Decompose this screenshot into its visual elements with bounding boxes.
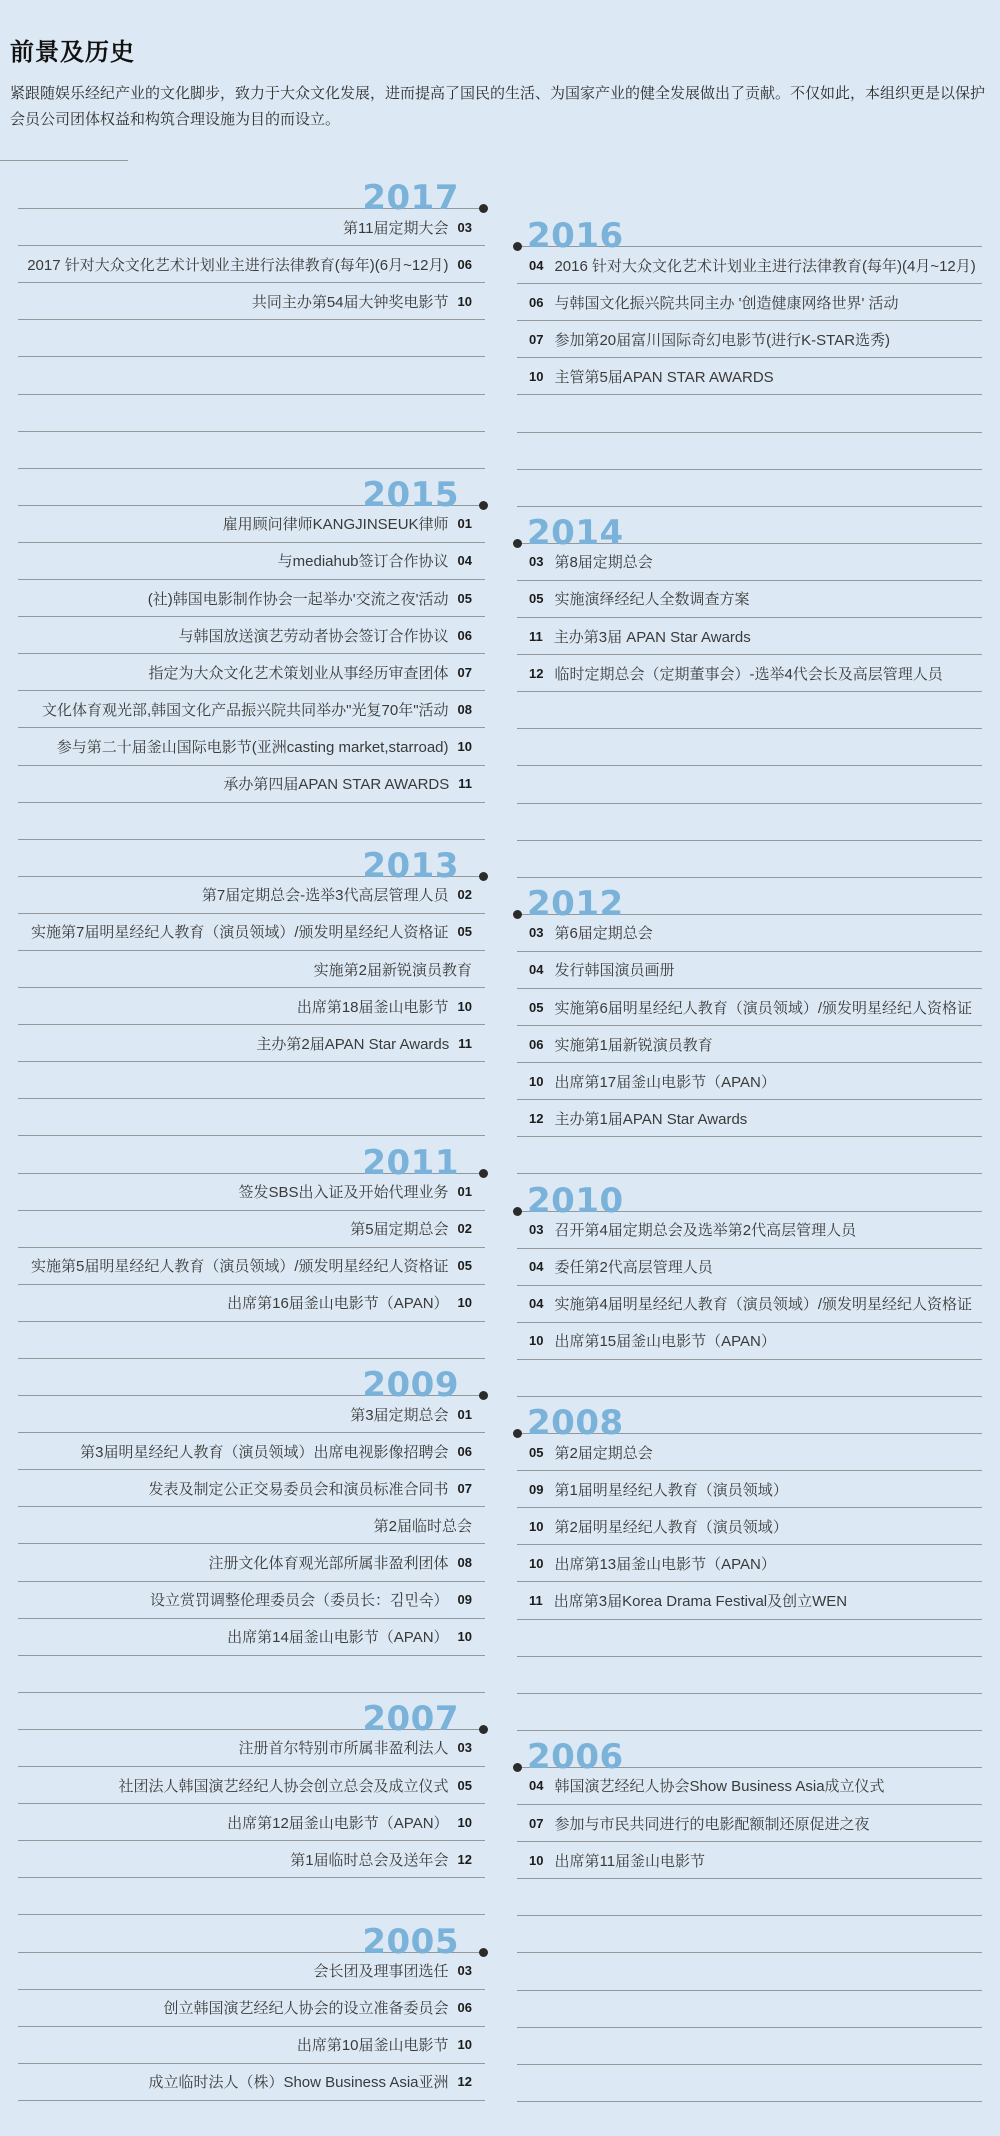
item-month: 12 (529, 665, 544, 681)
item-text: 主管第5届APAN STAR AWARDS (554, 368, 774, 386)
item-text: 委任第2代高层管理人员 (554, 1259, 713, 1277)
item-month: 04 (529, 1296, 544, 1312)
item-month: 11 (529, 628, 543, 644)
timeline-item (517, 358, 982, 395)
item-text: 与韩国放送演艺劳动者协会签订合作协议 (178, 627, 449, 645)
year-label: 2017 (362, 178, 459, 219)
year-heading (18, 172, 485, 219)
item-text: 出席第11届釜山电影节 (554, 1852, 706, 1870)
timeline-item (18, 1730, 485, 1767)
timeline-item (517, 1026, 982, 1063)
timeline-item (18, 1025, 485, 1062)
timeline-item (517, 544, 982, 581)
item-text: 主办第3届 APAN Star Awards (553, 628, 751, 646)
item-month: 08 (457, 701, 472, 717)
timeline-item (517, 618, 982, 655)
timeline-empty-row (517, 1657, 982, 1694)
item-month: 02 (457, 887, 472, 903)
timeline-empty-row (517, 1360, 982, 1397)
item-month: 04 (529, 1259, 544, 1275)
item-text: 发表及制定公正交易委员会和演员标准合同书 (148, 1480, 449, 1498)
timeline-item (18, 1953, 485, 1990)
item-text: 社团法人韩国演艺经纪人协会创立总会及成立仪式 (118, 1777, 449, 1795)
timeline-item (18, 1470, 485, 1507)
item-month: 07 (529, 1815, 544, 1831)
timeline-empty-row (517, 1137, 982, 1174)
item-text: 出席第15届釜山电影节（APAN） (554, 1333, 776, 1351)
item-text: 注册文化体育观光部所属非盈利团体 (208, 1555, 449, 1573)
item-month: 04 (529, 962, 544, 978)
item-month: 01 (457, 1184, 472, 1200)
year-label: 2016 (527, 216, 624, 257)
timeline-item (517, 1212, 982, 1249)
item-month: 10 (457, 2037, 472, 2053)
item-month: 03 (529, 925, 544, 941)
timeline-item (517, 915, 982, 952)
item-text: 第2届明星经纪人教育（演员领域） (554, 1518, 788, 1536)
item-month: 04 (457, 553, 472, 569)
page-header (10, 32, 996, 133)
item-month: 05 (457, 1258, 472, 1274)
item-text: 注册首尔特别市所属非盈利法人 (238, 1740, 449, 1758)
timeline-item (18, 2064, 485, 2101)
item-month: 09 (529, 1481, 544, 1497)
timeline-item (517, 1582, 982, 1619)
item-text: 发行韩国演员画册 (554, 962, 675, 980)
item-text: (社)韩国电影制作协会一起举办'交流之夜'活动 (147, 590, 449, 608)
item-month: 03 (457, 219, 472, 235)
year-heading (517, 507, 982, 553)
timeline-item (517, 1434, 982, 1471)
item-text: 指定为大众文化艺术策划业从事经历审查团体 (148, 664, 449, 682)
timeline-item (18, 1544, 485, 1581)
timeline-empty-row (18, 357, 485, 394)
timeline-item (18, 914, 485, 951)
timeline-empty-row (517, 692, 982, 729)
timeline-item (517, 321, 982, 358)
item-month: 10 (457, 293, 472, 309)
item-month: 06 (529, 294, 544, 310)
item-text: 出席第13届釜山电影节（APAN） (554, 1555, 776, 1573)
timeline-item (517, 1471, 982, 1508)
timeline-item (517, 989, 982, 1026)
item-text: 出席第12届釜山电影节（APAN） (227, 1814, 449, 1832)
item-text: 第11届定期大会 (342, 219, 449, 237)
timeline-empty-row (18, 395, 485, 432)
timeline-item (517, 952, 982, 989)
year-label: 2007 (362, 1698, 459, 1739)
timeline-item (517, 1805, 982, 1842)
year-label: 2015 (362, 474, 459, 515)
timeline-empty-row (517, 1620, 982, 1657)
timeline-empty-row (18, 1878, 485, 1915)
timeline-item (517, 1249, 982, 1286)
timeline-empty-row (517, 2065, 982, 2102)
item-month: 05 (457, 1777, 472, 1793)
item-text: 第2届临时总会 (373, 1517, 472, 1535)
item-month: 10 (529, 1518, 544, 1534)
item-month: 10 (529, 1555, 544, 1571)
timeline-empty-row (18, 1656, 485, 1693)
timeline-empty-row (517, 433, 982, 470)
item-text: 参与第二十届釜山国际电影节(亚洲casting market,starroad) (56, 738, 449, 756)
item-text: 承办第四届APAN STAR AWARDS (223, 776, 450, 794)
timeline-item (517, 1286, 982, 1323)
item-text: 实施第6届明星经纪人教育（演员领域）/颁发明星经纪人资格证 (554, 999, 972, 1017)
timeline-item (18, 580, 485, 617)
timeline-item (18, 877, 485, 914)
year-label: 2014 (527, 512, 624, 553)
item-month: 06 (529, 1036, 544, 1052)
timeline-empty-row (517, 1991, 982, 2028)
timeline-empty-row (18, 320, 485, 357)
item-text: 设立赏罚调整伦理委员会（委员长：김민숙） (150, 1592, 449, 1610)
item-text: 实施第5届明星经纪人教育（演员领域）/颁发明星经纪人资格证 (31, 1258, 449, 1276)
timeline-empty-row (517, 395, 982, 432)
timeline-item (517, 655, 982, 692)
timeline-empty-row (517, 1916, 982, 1953)
item-month: 08 (457, 1555, 472, 1571)
year-label: 2012 (527, 883, 624, 924)
year-heading (18, 840, 485, 886)
timeline-item (18, 617, 485, 654)
page-title: 前景及历史 (10, 39, 135, 66)
year-label: 2010 (527, 1180, 624, 1221)
item-text: 第8届定期总会 (554, 554, 653, 572)
item-month: 01 (457, 1406, 472, 1422)
timeline-left-column (18, 172, 485, 2101)
item-text: 共同主办第54届大钟奖电影节 (251, 293, 449, 311)
timeline-empty-row (18, 1322, 485, 1359)
year-label: 2013 (362, 845, 459, 886)
timeline-empty-row (18, 1099, 485, 1136)
timeline-item (18, 506, 485, 543)
item-text: 出席第17届釜山电影节（APAN） (554, 1073, 776, 1091)
item-month: 11 (529, 1593, 543, 1609)
year-heading (517, 1731, 982, 1777)
timeline-item (517, 581, 982, 618)
item-month: 03 (529, 554, 544, 570)
timeline-item (18, 766, 485, 803)
year-heading (18, 1693, 485, 1739)
timeline-item (18, 283, 485, 320)
item-month: 10 (457, 1629, 472, 1645)
item-month: 09 (457, 1592, 472, 1608)
item-month: 05 (457, 590, 472, 606)
item-month: 05 (457, 924, 472, 940)
timeline-item (517, 1768, 982, 1805)
timeline-item (18, 1211, 485, 1248)
timeline-item (18, 1619, 485, 1656)
item-month: 10 (529, 368, 544, 384)
timeline-item (18, 2027, 485, 2064)
timeline-right-column (517, 210, 982, 2102)
item-text: 文化体育观光部,韩国文化产品振兴院共同举办"光复70年"活动 (42, 701, 449, 719)
timeline-item (18, 988, 485, 1025)
item-text: 出席第18届釜山电影节 (296, 998, 449, 1016)
item-text: 实施第7届明星经纪人教育（演员领域）/颁发明星经纪人资格证 (31, 924, 449, 942)
timeline-empty-row (517, 1953, 982, 1990)
item-text: 临时定期总会（定期董事会）-选举4代会长及高层管理人员 (554, 665, 943, 683)
timeline-item (18, 728, 485, 765)
item-month: 10 (457, 998, 472, 1014)
timeline-item (18, 246, 485, 283)
item-text: 与韩国文化振兴院共同主办 '创造健康网络世界' 活动 (554, 294, 899, 312)
timeline-item (18, 691, 485, 728)
item-month: 05 (529, 999, 544, 1015)
timeline-item (18, 1433, 485, 1470)
timeline-item (18, 1582, 485, 1619)
item-text: 韩国演艺经纪人协会Show Business Asia成立仪式 (554, 1778, 885, 1796)
item-month: 10 (457, 1814, 472, 1830)
item-text: 第7届定期总会-选举3代高层管理人员 (201, 887, 449, 905)
timeline-empty-row (517, 1694, 982, 1731)
timeline-item (517, 1842, 982, 1879)
timeline-empty-row (517, 766, 982, 803)
timeline-item (517, 1508, 982, 1545)
timeline-empty-row (517, 729, 982, 766)
item-month: 07 (457, 1480, 472, 1496)
item-month: 07 (529, 331, 544, 347)
timeline-empty-row (517, 841, 982, 878)
timeline-empty-row (517, 804, 982, 841)
item-text: 召开第4届定期总会及选举第2代高层管理人员 (554, 1222, 857, 1240)
item-month: 02 (457, 1221, 472, 1237)
intro-paragraph: 紧跟随娱乐经纪产业的文化脚步，致力于大众文化发展，进而提高了国民的生活、为国家产业的健全发展做出了贡献。不仅如此，本组织更是以保护会员公司团体权益和构筑合理设施为目的而设立。 (10, 85, 986, 128)
item-text: 参加与市民共同进行的电影配额制还原促进之夜 (554, 1815, 870, 1833)
item-text: 2017 针对大众文化艺术计划业主进行法律教育(每年)(6月~12月) (27, 256, 449, 274)
timeline-item (18, 1248, 485, 1285)
timeline-empty-row (18, 1062, 485, 1099)
timeline-item (18, 1396, 485, 1433)
item-month: 11 (458, 1035, 472, 1051)
item-month: 10 (529, 1852, 544, 1868)
item-text: 第1届明星经纪人教育（演员领域） (554, 1481, 788, 1499)
year-label: 2008 (527, 1403, 624, 1444)
year-heading (517, 878, 982, 924)
item-month: 06 (457, 627, 472, 643)
item-month: 03 (457, 1963, 472, 1979)
year-heading (18, 1136, 485, 1183)
timeline-item (517, 247, 982, 284)
item-text: 实施第2届新锐演员教育 (313, 961, 472, 979)
item-month: 06 (457, 1443, 472, 1459)
item-month: 07 (457, 664, 472, 680)
item-text: 第1届临时总会及送年会 (290, 1851, 449, 1869)
timeline-item (18, 209, 485, 246)
year-label: 2009 (362, 1365, 459, 1406)
year-heading (18, 1915, 485, 1962)
timeline-empty-row (18, 803, 485, 840)
timeline-item (517, 1063, 982, 1100)
item-text: 第2届定期总会 (554, 1444, 653, 1462)
timeline-item (517, 1323, 982, 1360)
item-text: 与mediahub签订合作协议 (277, 553, 449, 571)
item-text: 成立临时法人（株）Show Business Asia亚洲 (148, 2074, 449, 2092)
year-heading (517, 210, 982, 257)
item-month: 04 (529, 1778, 544, 1794)
timeline-item (18, 543, 485, 580)
item-month: 03 (457, 1740, 472, 1756)
year-heading (18, 1359, 485, 1406)
timeline-item (517, 1545, 982, 1582)
timeline-item (517, 1100, 982, 1137)
item-month: 01 (457, 516, 472, 532)
year-heading (517, 1397, 982, 1444)
item-month: 12 (457, 1851, 472, 1867)
item-text: 第3届明星经纪人教育（演员领域）出席电视影像招聘会 (80, 1443, 449, 1461)
item-text: 实施第1届新锐演员教育 (554, 1036, 713, 1054)
item-month: 03 (529, 1222, 544, 1238)
item-text: 会长团及理事团选任 (313, 1963, 449, 1981)
item-text: 主办第1届APAN Star Awards (554, 1110, 748, 1128)
item-month: 05 (529, 1444, 544, 1460)
item-text: 出席第3届Korea Drama Festival及创立WEN (553, 1593, 848, 1611)
item-month: 05 (529, 591, 544, 607)
item-text: 参加第20届富川国际奇幻电影节(进行K-STAR选秀) (554, 331, 891, 349)
item-text: 出席第14届釜山电影节（APAN） (227, 1629, 449, 1647)
item-month: 12 (529, 1110, 544, 1126)
item-text: 2016 针对大众文化艺术计划业主进行法律教育(每年)(4月~12月) (554, 257, 976, 275)
timeline-empty-row (517, 470, 982, 507)
item-text: 第3届定期总会 (350, 1406, 449, 1424)
item-month: 10 (457, 1295, 472, 1311)
timeline-empty-row (18, 432, 485, 469)
timeline-empty-row (517, 2028, 982, 2065)
item-text: 主办第2届APAN Star Awards (256, 1035, 450, 1053)
item-month: 11 (458, 776, 472, 792)
item-text: 雇用顾问律师KANGJINSEUK律师 (222, 516, 449, 534)
timeline-item (18, 1285, 485, 1322)
item-text: 第5届定期总会 (350, 1221, 449, 1239)
item-month: 06 (457, 2000, 472, 2016)
year-heading (517, 1174, 982, 1221)
timeline-item (18, 1174, 485, 1211)
item-month: 10 (529, 1073, 544, 1089)
timeline-item (18, 1841, 485, 1878)
year-label: 2011 (362, 1142, 459, 1183)
item-text: 第6届定期总会 (554, 925, 653, 943)
year-label: 2006 (527, 1736, 624, 1777)
timeline-item (18, 1804, 485, 1841)
item-month: 12 (457, 2074, 472, 2090)
item-text: 实施第4届明星经纪人教育（演员领域）/颁发明星经纪人资格证 (554, 1296, 972, 1314)
item-month: 06 (457, 256, 472, 272)
timeline-item (18, 1990, 485, 2027)
timeline-top-tick (0, 160, 128, 161)
timeline-item (18, 654, 485, 691)
year-heading (18, 469, 485, 515)
timeline-empty-row (517, 1879, 982, 1916)
timeline-item (517, 284, 982, 321)
timeline-item (18, 1767, 485, 1804)
item-month: 04 (529, 257, 544, 273)
timeline-item (18, 951, 485, 988)
year-label: 2005 (362, 1921, 459, 1962)
timeline-item (18, 1507, 485, 1544)
item-month: 10 (457, 738, 472, 754)
item-text: 签发SBS出入证及开始代理业务 (238, 1184, 449, 1202)
item-month: 10 (529, 1333, 544, 1349)
item-text: 出席第10届釜山电影节 (296, 2037, 449, 2055)
item-text: 创立韩国演艺经纪人协会的设立准备委员会 (163, 2000, 449, 2018)
item-text: 实施演绎经纪人全数调查方案 (554, 591, 750, 609)
item-text: 出席第16届釜山电影节（APAN） (227, 1295, 449, 1313)
